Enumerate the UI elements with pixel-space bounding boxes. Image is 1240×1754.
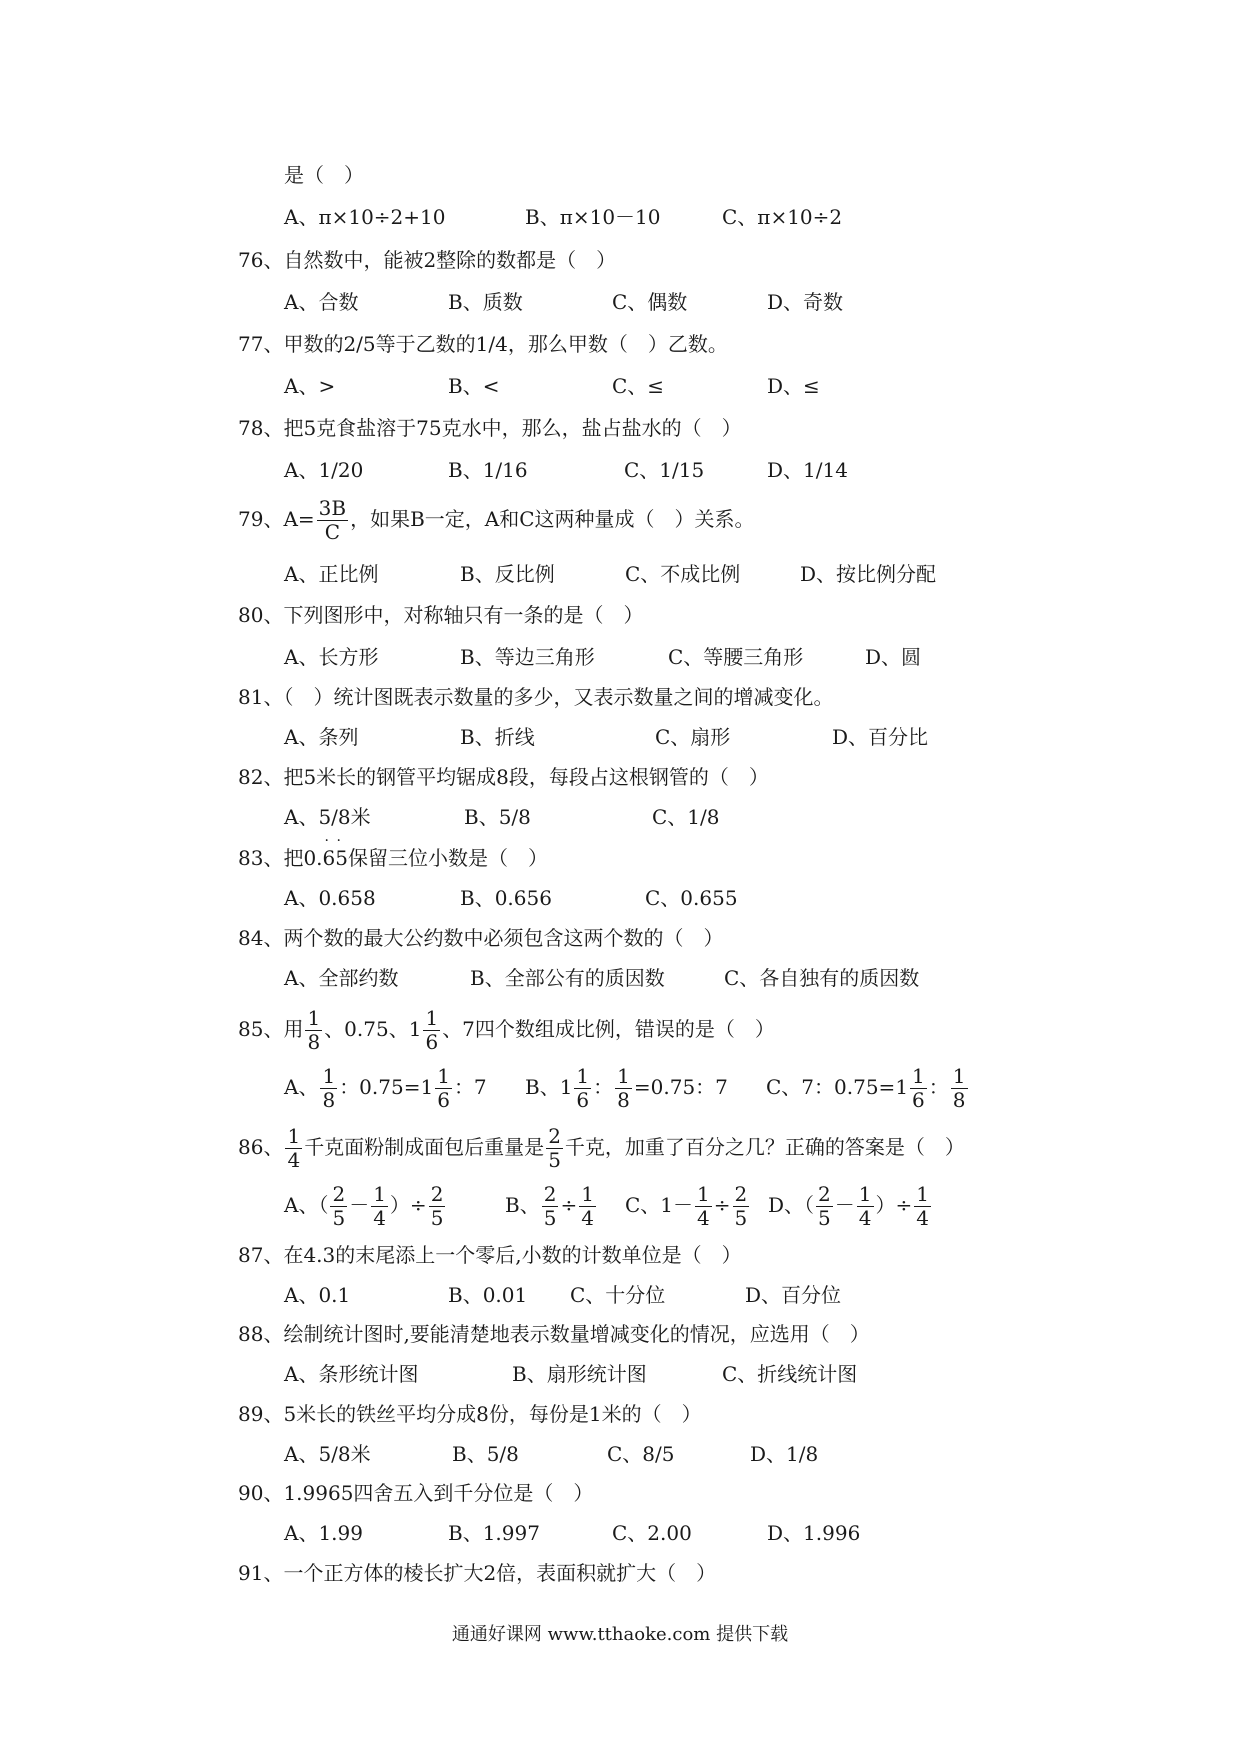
option-b: B、等边三角形	[460, 645, 595, 669]
option-d: D、按比例分配	[800, 562, 937, 586]
option-b: B、<	[448, 374, 500, 398]
fraction: $\frac{1}{8}$	[322, 1064, 336, 1112]
fraction: $\frac{1}{4}$	[373, 1182, 386, 1230]
question-90: 90、1.9965四舍五入到千分位是（ ）	[238, 1481, 594, 1505]
option-c: C、7：0.75=1 $\frac{1}{6}$ ： $\frac{1}{8}$	[766, 1064, 966, 1112]
option-a: A、>	[284, 374, 336, 398]
option-c: C、≤	[612, 374, 665, 398]
option-b: B、π×10－10	[525, 205, 661, 229]
option-d: D、1.996	[767, 1521, 861, 1545]
option-a: A、1/20	[284, 458, 364, 482]
question-84: 84、两个数的最大公约数中必须包含这两个数的（ ）	[238, 926, 724, 950]
option-a: A、5/8米	[284, 805, 371, 829]
option-a: A、全部约数	[284, 966, 399, 990]
repeat-dot: ·	[324, 833, 329, 849]
option-b: B、5/8	[464, 805, 531, 829]
fraction: $\frac{2}{5}$	[332, 1182, 346, 1230]
option-a: A、条列	[284, 725, 359, 749]
option-d: D、百分位	[745, 1283, 842, 1307]
option-d: D、1/8	[750, 1442, 819, 1466]
option-b: B、5/8	[452, 1442, 519, 1466]
fraction: $\frac{1}{6}$	[576, 1064, 590, 1112]
option-a: A、5/8米	[284, 1442, 371, 1466]
option-b: B、 $\frac{2}{5}$ ÷ $\frac{1}{4}$	[505, 1182, 594, 1230]
option-a: A、长方形	[284, 645, 379, 669]
option-b: B、1 $\frac{1}{6}$ ： $\frac{1}{8}$ =0.75：7	[525, 1064, 728, 1112]
option-c: C、不成比例	[625, 562, 741, 586]
question-87: 87、在4.3的末尾添上一个零后,小数的计数单位是（ ）	[238, 1243, 742, 1267]
fraction: $\frac{1}{4}$	[858, 1182, 872, 1230]
option-d: D、1/14	[767, 458, 848, 482]
question-82: 82、把5米长的钢管平均锯成8段，每段占这根钢管的（ ）	[238, 765, 769, 789]
option-a: A、合数	[284, 290, 359, 314]
repeating-decimal-digits: · · 65	[322, 833, 348, 870]
question-77: 77、甲数的2/5等于乙数的1/4，那么甲数（ ）乙数。	[238, 332, 728, 356]
option-b: B、反比例	[460, 562, 555, 586]
option-c: C、折线统计图	[722, 1362, 858, 1386]
question-78: 78、把5克食盐溶于75克水中，那么，盐占盐水的（ ）	[238, 416, 742, 440]
fraction-one-eighth: $\frac{1}{8}$	[307, 1006, 321, 1054]
question-88: 88、绘制统计图时,要能清楚地表示数量增减变化的情况，应选用（ ）	[238, 1322, 870, 1346]
option-c: C、2.00	[612, 1521, 692, 1545]
option-a: A、条形统计图	[284, 1362, 419, 1386]
option-c: C、1/8	[652, 805, 720, 829]
fraction: $\frac{1}{8}$	[952, 1064, 966, 1112]
option-a: A、正比例	[284, 562, 379, 586]
repeat-dot: ·	[336, 833, 341, 849]
question-80: 80、下列图形中，对称轴只有一条的是（ ）	[238, 603, 644, 627]
fraction: $\frac{1}{4}$	[697, 1182, 710, 1230]
fraction: $\frac{1}{4}$	[581, 1182, 594, 1230]
option-c: C、偶数	[612, 290, 688, 314]
option-b: B、0.01	[448, 1283, 528, 1307]
option-a: A、 $\frac{1}{8}$ ：0.75=1 $\frac{1}{6}$ ：7	[284, 1064, 487, 1112]
question-81: 81、（ ）统计图既表示数量的多少，又表示数量之间的增减变化。	[238, 685, 834, 709]
option-d: D、圆	[865, 645, 922, 669]
option-c: C、0.655	[645, 886, 738, 910]
fraction: $\frac{1}{6}$	[437, 1064, 450, 1112]
fraction-two-fifths: $\frac{2}{5}$	[548, 1124, 561, 1172]
question-79: 79、A= $\frac{3B}{C}$ ，如果B一定，A和C这两种量成（ ）关系。	[238, 496, 755, 544]
option-a: A、0.1	[284, 1283, 351, 1307]
option-a: A、（ $\frac{2}{5}$ － $\frac{1}{4}$ ）÷ $\frac{2}{5}$	[284, 1182, 444, 1230]
option-b: B、1.997	[448, 1521, 540, 1545]
question-76: 76、自然数中，能被2整除的数都是（ ）	[238, 248, 617, 272]
option-c: C、十分位	[570, 1283, 666, 1307]
option-d: D、（ $\frac{2}{5}$ － $\frac{1}{4}$ ）÷ $\frac{1}{4}$	[768, 1182, 930, 1230]
option-c: C、8/5	[607, 1442, 675, 1466]
fraction: $\frac{2}{5}$	[543, 1182, 557, 1230]
option-d: D、百分比	[832, 725, 929, 749]
fraction: $\frac{1}{8}$	[617, 1064, 630, 1112]
option-d: D、≤	[767, 374, 820, 398]
fraction: $\frac{2}{5}$	[818, 1182, 831, 1230]
option-a: A、0.658	[284, 886, 376, 910]
fraction-3b-over-c: $\frac{3B}{C}$	[318, 496, 347, 544]
question-89: 89、5米长的铁丝平均分成8份，每份是1米的（ ）	[238, 1402, 702, 1426]
option-a: A、1.99	[284, 1521, 363, 1545]
question-75-continuation: 是（ ）	[284, 163, 364, 187]
option-a: A、π×10÷2+10	[284, 205, 446, 229]
option-c: C、π×10÷2	[722, 205, 843, 229]
option-b: B、0.656	[460, 886, 552, 910]
fraction: $\frac{2}{5}$	[734, 1182, 748, 1230]
option-d: D、奇数	[767, 290, 844, 314]
option-c: C、1－ $\frac{1}{4}$ ÷ $\frac{2}{5}$	[625, 1182, 748, 1230]
question-83: 83、把0. · · 65保留三位小数是（ ）	[238, 833, 548, 870]
option-c: C、等腰三角形	[668, 645, 804, 669]
option-b: B、质数	[448, 290, 523, 314]
option-b: B、扇形统计图	[512, 1362, 647, 1386]
page-footer: 通通好课网 www.tthaoke.com 提供下载	[451, 1624, 789, 1645]
option-b: B、全部公有的质因数	[470, 966, 665, 990]
option-c: C、各自独有的质因数	[724, 966, 920, 990]
option-b: B、1/16	[448, 458, 528, 482]
question-85: 85、用 $\frac{1}{8}$ 、0.75、1 $\frac{1}{6}$ 、7四个数组成比例，错误的是（ ）	[238, 1006, 775, 1054]
fraction-one-sixth: $\frac{1}{6}$	[425, 1006, 439, 1054]
question-86: 86、 $\frac{1}{4}$ 千克面粉制成面包后重量是 $\frac{2}{5}$ 千克，加重了百分之几？正确的答案是（ ）	[238, 1124, 965, 1172]
question-91: 91、一个正方体的棱长扩大2倍，表面积就扩大（ ）	[238, 1561, 717, 1585]
option-b: B、折线	[460, 725, 535, 749]
option-c: C、1/15	[624, 458, 705, 482]
option-c: C、扇形	[655, 725, 731, 749]
fraction: $\frac{1}{4}$	[916, 1182, 930, 1230]
fraction: $\frac{1}{6}$	[912, 1064, 925, 1112]
fraction: $\frac{2}{5}$	[430, 1182, 444, 1230]
fraction-one-quarter: $\frac{1}{4}$	[287, 1124, 301, 1172]
